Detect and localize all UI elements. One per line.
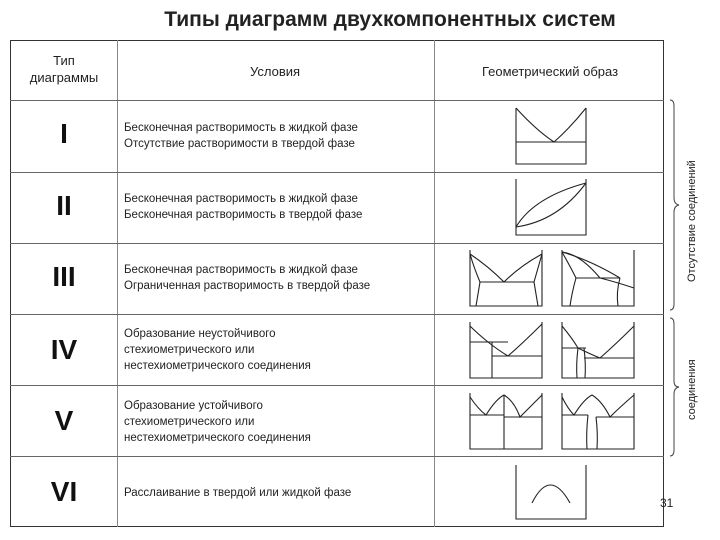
row-conditions bbox=[124, 326, 434, 374]
miscibility-gap-diagram bbox=[514, 463, 588, 521]
congruent-compound-diagram bbox=[468, 391, 544, 451]
row-numeral: I bbox=[60, 118, 68, 149]
incongruent-compound-diagram bbox=[468, 320, 544, 380]
header-geometry: Геометрический образ bbox=[481, 64, 619, 79]
condition-line: Образование устойчивого bbox=[124, 400, 263, 412]
row-divider bbox=[10, 100, 664, 101]
column-divider bbox=[434, 40, 435, 100]
row-conditions bbox=[124, 191, 434, 223]
column-divider bbox=[117, 40, 118, 100]
side-brace bbox=[668, 100, 680, 310]
row-numeral: III bbox=[52, 261, 76, 292]
condition-line: Бесконечная растворимость в твердой фазе bbox=[124, 209, 363, 221]
lens-diagram bbox=[514, 177, 588, 237]
side-label-no-compounds: Отсутствие соединений bbox=[686, 160, 698, 282]
condition-line: Бесконечная растворимость в жидкой фазе bbox=[124, 264, 358, 276]
incongruent-nonstoichiometric-diagram bbox=[560, 320, 636, 380]
condition-line: стехиометрического или bbox=[124, 416, 255, 428]
condition-line: Ограниченная растворимость в твердой фазе bbox=[124, 280, 371, 292]
row-numeral: VI bbox=[50, 476, 78, 507]
row-divider bbox=[10, 243, 664, 244]
row-divider bbox=[10, 314, 664, 315]
condition-line: Бесконечная растворимость в жидкой фазе bbox=[124, 193, 358, 205]
row-conditions bbox=[124, 262, 434, 294]
condition-line: стехиометрического или bbox=[124, 344, 255, 356]
page-number: 31 bbox=[660, 496, 674, 510]
header-conditions: Условия bbox=[249, 64, 301, 79]
congruent-nonstoichiometric-diagram bbox=[560, 391, 636, 451]
row-numeral: IV bbox=[50, 334, 78, 365]
row-numeral: V bbox=[54, 405, 74, 436]
header-type bbox=[18, 52, 110, 86]
condition-line: Образование неустойчивого bbox=[124, 328, 276, 340]
condition-line: Расслаивание в твердой или жидкой фазе bbox=[124, 487, 352, 499]
row-conditions bbox=[124, 120, 434, 152]
header-type-label: Тип диаграммы bbox=[29, 53, 99, 85]
row-divider bbox=[10, 172, 664, 173]
condition-line: нестехиометрического соединения bbox=[124, 432, 311, 444]
row-numeral: II bbox=[56, 190, 72, 221]
page-title: Типы диаграмм двухкомпонентных систем bbox=[164, 8, 616, 31]
condition-line: Отсутствие растворимости в твердой фазе bbox=[124, 138, 355, 150]
condition-line: Бесконечная растворимость в жидкой фазе bbox=[124, 122, 358, 134]
eutectic-diagram bbox=[514, 106, 588, 166]
side-label-compounds: соединения bbox=[686, 359, 698, 420]
condition-line: нестехиометрического соединения bbox=[124, 360, 311, 372]
side-brace bbox=[668, 318, 680, 456]
peritectic-diagram bbox=[560, 248, 636, 308]
row-divider bbox=[10, 385, 664, 386]
row-conditions bbox=[124, 398, 434, 446]
row-divider bbox=[10, 456, 664, 457]
row-conditions bbox=[124, 485, 434, 501]
limited-solubility-eutectic-diagram bbox=[468, 248, 544, 308]
